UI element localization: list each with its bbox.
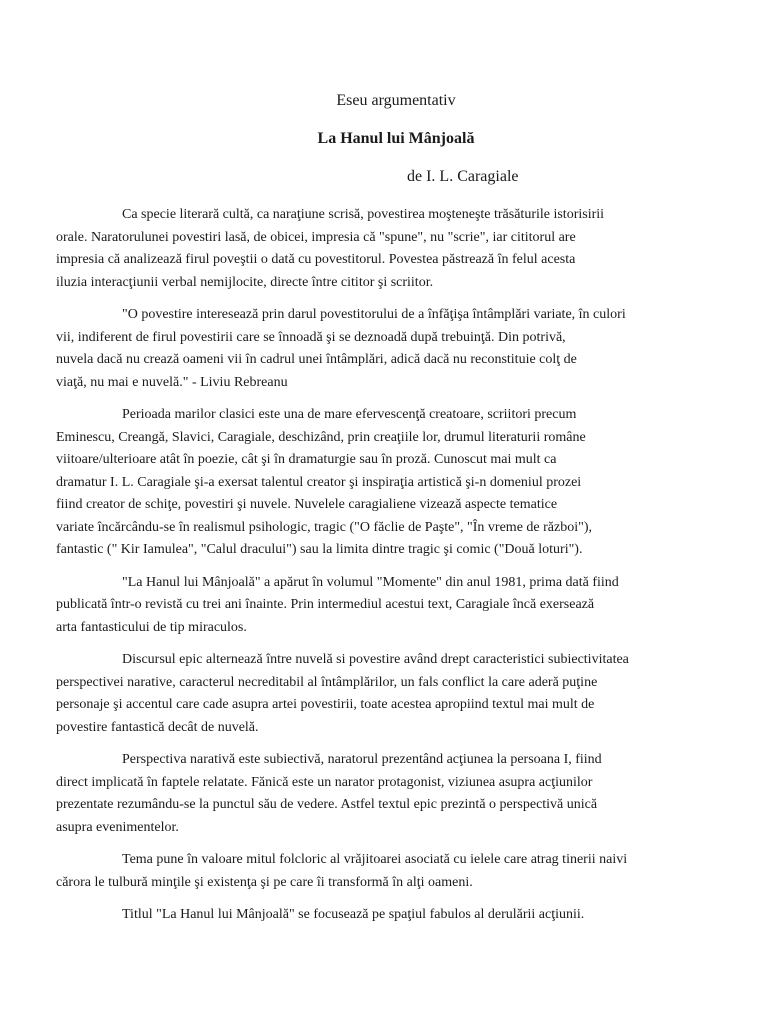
text-line: viaţă, nu mai e nuvelă." - Liviu Rebreanu bbox=[56, 374, 288, 390]
text-line: viitoare/ulterioare atât în poezie, cât şi în dramaturgie sau în proză. Cunoscut mai mult ca bbox=[56, 452, 557, 467]
text-line: Eminescu, Creangă, Slavici, Caragiale, deschizând, prin creaţiile lor, drumul literaturii române bbox=[56, 429, 586, 445]
text-line: Perioada marilor clasici este una de mare efervescenţă creatoare, scriitori precum bbox=[122, 407, 577, 422]
text-line: asupra evenimentelor. bbox=[56, 819, 179, 835]
text-line: personaje şi accentul care cade asupra artei povestirii, toate acestea apropiind textul mai mult de bbox=[56, 697, 595, 712]
text-line: fantastic (" Kir Iamulea", "Calul dracului") sau la limita dintre tragic şi comic ("Două loturi"). bbox=[56, 542, 583, 557]
text-line: orale. Naratorulunei povestiri lasă, de obicei, impresia că "spune", nu "scrie", iar cititorul are bbox=[56, 229, 576, 245]
paragraph-3 bbox=[56, 404, 689, 562]
text-line: prezentate rezumându-se la punctul său de vedere. Astfel textul epic prezintă o perspectivă unică bbox=[56, 797, 598, 812]
paragraph-6 bbox=[56, 749, 689, 839]
essay-body bbox=[56, 204, 689, 937]
text-line: publicată într-o revistă cu trei ani înainte. Prin intermediul acestui text, Caragiale încă exersează bbox=[56, 597, 595, 612]
text-line: "La Hanul lui Mânjoală" a apărut în volumul "Momente" din anul 1981, prima dată fiind bbox=[122, 574, 619, 590]
text-line: perspectivei narative, caracterul necreditabil al întâmplărilor, un fals conflict la care aderă puţine bbox=[56, 674, 598, 690]
text-line: variate încărcându-se în realismul psihologic, tragic ("O făclie de Paşte", "În vreme de război"), bbox=[56, 519, 592, 535]
text-line: "O povestire interesează prin darul povestitorului de a înfăţişa întâmplări variate, în culori bbox=[122, 307, 626, 322]
text-line: direct implicată în faptele relatate. Fănică este un narator protagonist, viziunea asupra acţiunilor bbox=[56, 774, 593, 790]
paragraph-8 bbox=[89, 904, 689, 927]
text-line: iluzia interacţiunii verbal nemijlocite, directe între cititor şi scriitor. bbox=[56, 274, 434, 290]
essay-heading: Eseu argumentativ bbox=[336, 92, 456, 109]
text-line: Titlul "La Hanul lui Mânjoală" se focusează pe spaţiul fabulos al derulării acţiunii. bbox=[122, 907, 585, 922]
text-line: nuvela dacă nu crează oameni vii în cadrul unei întâmplări, adică dacă nu reconstituie colţ de bbox=[56, 352, 577, 367]
text-line: impresia că analizează firul poveştii o dată cu povestitorul. Povestea păstrează în felul acesta bbox=[56, 252, 576, 267]
paragraph-4 bbox=[56, 572, 689, 640]
author-line: de I. L. Caragiale bbox=[407, 168, 519, 185]
text-line: Discursul epic alternează între nuvelă si povestire având drept caracteristici subiectivitatea bbox=[122, 652, 629, 667]
text-line: Perspectiva narativă este subiectivă, naratorul prezentând acţiunea la persoana I, fiind bbox=[122, 752, 602, 767]
text-line: arta fantasticului de tip miraculos. bbox=[56, 619, 247, 635]
work-title: La Hanul lui Mânjoală bbox=[317, 130, 475, 147]
text-line: cărora le tulbură minţile şi existenţa şi pe care îi transformă în alţi oameni. bbox=[56, 874, 473, 890]
paragraph-7 bbox=[56, 849, 689, 894]
text-line: vii, indiferent de firul povestirii care se înnoadă şi se deznoadă după trebuinţă. Din potrivă, bbox=[56, 329, 566, 345]
text-line: fiind creator de schiţe, povestiri şi nuvele. Nuvelele caragialiene vizează aspecte tematice bbox=[56, 497, 558, 512]
text-line: dramatur I. L. Caragiale şi-a exersat talentul creator şi inspiraţia artistică şi-n domeniul prozei bbox=[56, 474, 582, 490]
text-line: Ca specie literară cultă, ca naraţiune scrisă, povestirea moşteneşte trăsăturile istorisirii bbox=[122, 207, 605, 222]
paragraph-1 bbox=[56, 204, 689, 294]
paragraph-5 bbox=[56, 649, 689, 739]
paragraph-2 bbox=[56, 304, 689, 394]
text-line: povestire fantastică decât de nuvelă. bbox=[56, 719, 259, 735]
text-line: Tema pune în valoare mitul folcloric al vrăjitoarei asociată cu ielele care atrag tinerii naivi bbox=[122, 852, 628, 867]
